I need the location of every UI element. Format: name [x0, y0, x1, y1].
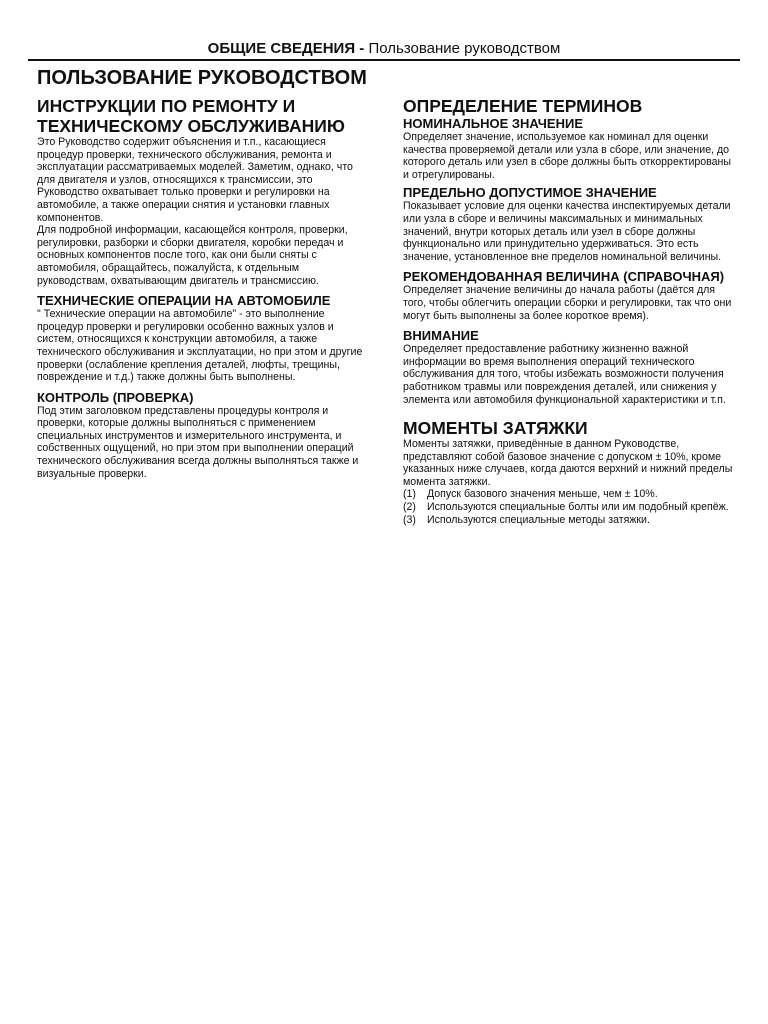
list-item — [403, 514, 733, 527]
left-column — [37, 96, 370, 480]
header-section: ОБЩИЕ СВЕДЕНИЯ - — [207, 40, 365, 57]
torque-paragraph: Моменты затяжки, приведённые в данном Руководстве, представляют собой базовое значение с допуском ± 10%, кроме указанных ниже случаев, когда даются верхний и нижний пределы момента затяжки. — [403, 438, 733, 488]
header-rule — [28, 59, 740, 61]
section-title-inspection: КОНТРОЛЬ (ПРОВЕРКА) — [37, 389, 194, 405]
list-item — [403, 488, 733, 501]
list-item-text: Допуск базового значения меньше, чем ± 10%. — [427, 488, 658, 501]
instructions-paragraph-1: Это Руководство содержит объяснения и т.п., касающиеся процедур проверки, технического обслуживания, ремонта и эксплуатации рассматриваемых моделей. Заметим, однако, что для двигателя и узлов, относящихся к трансмиссии, это Руководство охватывает только проверки и регулировки на автомобиле, а также операции снятия и установки главных компонентов. — [37, 136, 353, 224]
list-item-number: (1) — [403, 488, 416, 501]
term-paragraph-nominal: Определяет значение, используемое как номинал для оценки качества проверяемой детали или узла в сборе, или значение, до которого деталь или узел в сборе должны быть откорректированы и отрегулированы. — [403, 131, 732, 181]
inspection-paragraph: Под этим заголовком представлены процедуры контроля и проверки, которые должны выполняться с применением специальных инструментов и измерительного инструмента, и собственных ощущений, но при этом при выполнении операций технического обслуживания всегда должны выполняться также и визуальные проверки. — [37, 404, 359, 480]
section-title-torque: МОМЕНТЫ ЗАТЯЖКИ — [403, 418, 588, 439]
list-item-number: (3) — [403, 513, 416, 526]
term-paragraph-caution: Определяет предоставление работнику жизненно важной информации во время выполнения операций технического обслуживания для того, чтобы избежать возможности получения работником травмы или повреждения деталей, или снижения у элемента или автомобиля функциональной характеристики и т.п. — [403, 343, 726, 406]
torque-exceptions-list — [403, 488, 733, 526]
list-item-text: Используются специальные болты или им подобный крепёж. — [427, 501, 729, 514]
term-paragraph-limit: Показывает условие для оценки качества инспектируемых детали или узла в сборе и величины максимальных и минимальных значений, внутри которых деталь или узел в сборе должны функционально или принудительно удерживаться. Это есть значение, установленное вне пределов номинальной величины. — [403, 200, 731, 263]
instructions-paragraph-2: Для подробной информации, касающейся контроля, проверки, регулировки, разборки и сборки двигателя, коробки передач и основных компонентов после того, как они были сняты с автомобиля, обращайтесь, пожалуйста, к отдельным руководствам, охватывающим двигатель и трансмиссию. — [37, 224, 348, 287]
term-title-nominal: НОМИНАЛЬНОЕ ЗНАЧЕНИЕ — [403, 116, 583, 131]
section-title-terms: ОПРЕДЕЛЕНИЕ ТЕРМИНОВ — [403, 96, 643, 116]
term-title-limit: ПРЕДЕЛЬНО ДОПУСТИМОЕ ЗНАЧЕНИЕ — [403, 185, 657, 201]
page-title: ПОЛЬЗОВАНИЕ РУКОВОДСТВОМ — [37, 67, 367, 89]
list-item-number: (2) — [403, 501, 416, 514]
vehicle-operations-paragraph: " Технические операции на автомобиле" - это выполнение процедур проверки и регулировки особенно важных узлов и систем, относящихся к конструкции автомобиля, а также технического обслуживания и эксплуатации, но при этом и другие проверки (ослабление крепления деталей, люфты, трещины, повреждение и т.д.) также должны быть выполнены. — [37, 308, 363, 384]
page-header — [28, 40, 740, 58]
term-title-caution: ВНИМАНИЕ — [403, 328, 479, 344]
section-title-instructions: ИНСТРУКЦИИ ПО РЕМОНТУ И ТЕХНИЧЕСКОМУ ОБСЛУЖИВАНИЮ — [37, 96, 345, 136]
header-subtitle: Пользование руководством — [368, 40, 561, 57]
right-column — [403, 96, 733, 526]
term-paragraph-reference: Определяет значение величины до начала работы (даётся для того, чтобы облегчить операции сборки и регулировки, так что они могут быть выполнены за более короткое время). — [403, 284, 732, 322]
list-item — [403, 501, 733, 514]
list-item-text: Используются специальные методы затяжки. — [427, 513, 650, 526]
section-title-vehicle-operations: ТЕХНИЧЕСКИЕ ОПЕРАЦИИ НА АВТОМОБИЛЕ — [37, 293, 331, 309]
term-title-reference: РЕКОМЕНДОВАННАЯ ВЕЛИЧИНА (СПРАВОЧНАЯ) — [403, 269, 725, 285]
